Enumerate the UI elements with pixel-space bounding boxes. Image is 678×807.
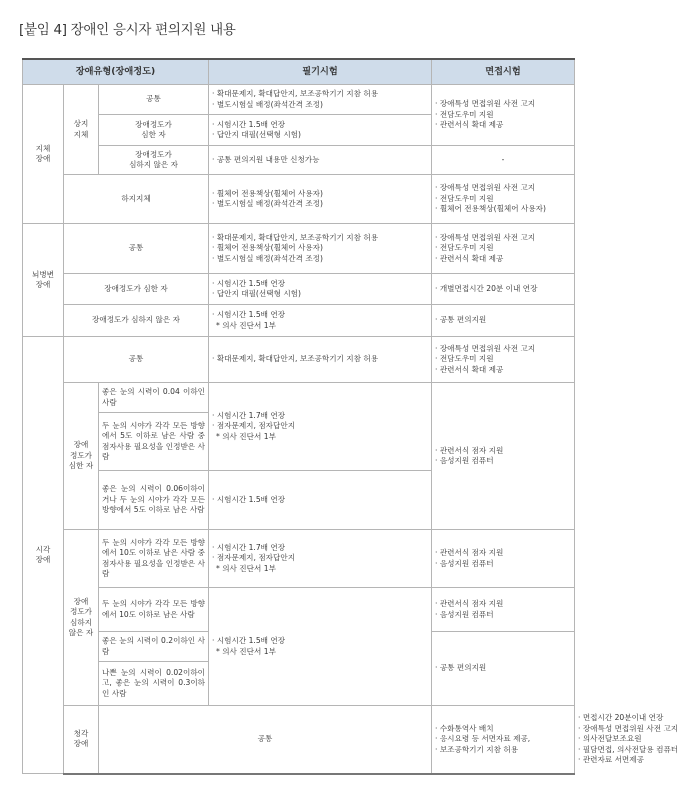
limb-mild-written	[209, 146, 432, 175]
text-line: · 공통 편의지원	[435, 663, 487, 673]
text-line: · 공통 편의지원 내용만 신청가능	[212, 154, 320, 164]
vision-severe-interview	[432, 383, 575, 530]
lower-limb-label: 하지지체	[64, 175, 209, 224]
vision-mild-interview-2	[432, 588, 575, 632]
limb-mild-interview: -	[432, 146, 575, 175]
limb-common-label: 공통	[99, 85, 209, 115]
support-table	[22, 58, 678, 775]
brain-mild-written	[209, 305, 432, 337]
brain-mild-interview	[432, 305, 575, 337]
lower-limb-interview	[432, 175, 575, 224]
text-line: · 전담도우미 지원	[435, 354, 494, 364]
vision-mild-criterion-3: 좋은 눈의 시력이 0.2이하인 사람	[99, 632, 209, 662]
table-row	[23, 530, 575, 588]
brain-common-interview	[432, 224, 575, 274]
table-row	[23, 85, 575, 115]
table-row	[23, 146, 575, 175]
table-row	[23, 274, 575, 305]
text-line: · 시험시간 1.5배 연장	[212, 636, 286, 645]
category-limb: 지체 장애	[23, 85, 64, 224]
limb-mild-label: 장애정도가 심하지 않은 자	[99, 146, 209, 175]
subcategory-upper-limb: 상지 지체	[64, 85, 99, 175]
vision-mild-written-1	[209, 530, 432, 588]
text-line: · 휠체어 전용책상(휠체어 사용자)	[435, 204, 546, 214]
hearing-common-written	[432, 706, 575, 774]
limb-common-written	[209, 85, 432, 115]
text-line: · 시험시간 1.7배 연장	[212, 542, 286, 552]
category-vision: 시각 장애	[23, 337, 64, 774]
header-type: 장애유형(장애정도)	[23, 59, 209, 85]
header-interview: 면접시험	[432, 59, 575, 85]
text-line: · 공통 편의지원	[435, 315, 487, 325]
text-line: · 확대문제지, 확대답안지, 보조공학기기 지참 허용	[212, 89, 379, 98]
text-line: · 장애특성 면접위원 사전 고지	[435, 232, 536, 242]
text-line: · 전담도우미 지원	[435, 243, 494, 253]
text-line: * 의사 진단서 1부	[216, 563, 276, 573]
limb-severe-label: 장애정도가 심한 자	[99, 115, 209, 146]
vision-severe-criterion-3: 좋은 눈의 시력이 0.06이하이거나 두 눈의 시야가 각각 모든 방향에서 5도 이하로 남은 사람	[99, 471, 209, 530]
text-line: · 관련서식 확대 제공	[435, 120, 504, 130]
text-line: · 장애특성 면접위원 사전 고지	[435, 183, 536, 193]
text-line: · 휠체어 전용책상(휠체어 사용자)	[212, 243, 323, 253]
vision-common-label: 공통	[64, 337, 209, 383]
vision-mild-label: 장애 정도가 심하지 않은 자	[64, 530, 99, 706]
text-line: · 답안지 대필(선택형 시험)	[212, 130, 301, 139]
brain-common-written	[209, 224, 432, 274]
text-line: · 장애특성 면접위원 사전 고지	[435, 343, 536, 353]
category-brain: 뇌병변 장애	[23, 224, 64, 337]
text-line: * 의사 진단서 1부	[216, 320, 276, 330]
table-row	[23, 588, 575, 632]
text-line: · 점자문제지, 점자답안지	[212, 421, 296, 431]
text-line: * 의사 진단서 1부	[216, 431, 276, 441]
table-row	[23, 337, 575, 383]
limb-severe-written	[209, 115, 432, 146]
brain-mild-label: 장애정도가 심하지 않은 자	[64, 305, 209, 337]
text-line: · 음성지원 컴퓨터	[435, 558, 494, 568]
text-line: · 점자문제지, 점자답안지	[212, 553, 296, 563]
text-line: · 휠체어 전용책상(휠체어 사용자)	[212, 188, 323, 198]
document-title: [붙임 4] 장애인 응시자 편의지원 내용	[19, 22, 236, 38]
hearing-common-label: 공통	[99, 706, 432, 774]
vision-common-interview	[432, 337, 575, 383]
text-line: · 관련서식 확대 제공	[435, 364, 504, 374]
vision-severe-criterion-1: 좋은 눈의 시력이 0.04 이하인 사람	[99, 383, 209, 413]
text-line: · 답안지 대필(선택형 시험)	[212, 289, 301, 298]
text-line: · 보조공학기기 지참 허용	[435, 744, 519, 754]
text-line: · 개별면접시간 20분 이내 연장	[435, 283, 538, 293]
header-written: 필기시험	[209, 59, 432, 85]
text-line: · 관련서식 확대 제공	[435, 253, 504, 263]
text-line: · 전담도우미 지원	[435, 109, 494, 119]
text-line: · 시험시간 1.7배 연장	[212, 410, 286, 420]
vision-mild-interview-3	[432, 632, 575, 706]
vision-mild-written-2	[209, 588, 432, 706]
text-line: · 시험시간 1.5배 연장	[212, 278, 286, 288]
vision-mild-criterion-4: 나쁜 눈의 시력이 0.02이하이고, 좋은 눈의 시력이 0.3이하인 사람	[99, 662, 209, 706]
text-line: · 응시요령 등 서면자료 제공,	[435, 734, 531, 743]
lower-limb-written	[209, 175, 432, 224]
category-hearing: 청각 장애	[64, 706, 99, 774]
table-row	[23, 305, 575, 337]
text-line: · 시험시간 1.5배 연장	[212, 494, 286, 504]
vision-severe-written-1	[209, 383, 432, 471]
vision-severe-criterion-2: 두 눈의 시야가 각각 모든 방향에서 5도 이하로 남은 사람 중 점자사용 필요성을 인정받은 사람	[99, 413, 209, 471]
text-line: · 전담도우미 지원	[435, 193, 494, 203]
text-line: * 의사 진단서 1부	[216, 646, 276, 656]
vision-mild-interview-1	[432, 530, 575, 588]
text-line: · 음성지원 컴퓨터	[435, 456, 494, 465]
text-line: · 별도시험실 배정(좌석간격 조정)	[212, 99, 323, 109]
text-line: · 장애특성 면접위원 사전 고지	[435, 99, 536, 109]
text-line: · 관련서식 점자 지원	[435, 445, 504, 455]
text-line: · 음성지원 컴퓨터	[435, 609, 494, 619]
text-line: · 수화통역사 배치	[435, 723, 494, 733]
table-row	[23, 383, 575, 413]
table-header-row	[23, 59, 575, 85]
limb-common-interview	[432, 85, 575, 146]
text-line: · 시험시간 1.5배 연장	[212, 310, 286, 319]
vision-mild-criterion-1: 두 눈의 시야가 각각 모든 방향에서 10도 이하로 남은 사람 중 점자사용 필요성을 인정받은 사람	[99, 530, 209, 588]
brain-severe-label: 장애정도가 심한 자	[64, 274, 209, 305]
text-line: · 별도시험실 배정(좌석간격 조정)	[212, 199, 323, 208]
table-row	[23, 224, 575, 274]
vision-mild-criterion-2: 두 눈의 시야가 각각 모든 방향에서 10도 이하로 남은 사람	[99, 588, 209, 632]
text-line: · 확대문제지, 확대답안지, 보조공학기기 지참 허용	[212, 232, 379, 242]
brain-common-label: 공통	[64, 224, 209, 274]
text-line: · 관련서식 점자 지원	[435, 548, 504, 557]
table-row: 청각 장애 공통 · 수화통역사 배치 · 응시요령 등 서면자료 제공, · 보조공학기기 지참 허용 · 면접시간 20분이내 연장 · 장애특성 면접위원 사전 고지 · 의사전달보조요원 · 필담면접, 의사전달용 컴퓨터 · 관련자료 서면제공	[23, 706, 575, 774]
brain-severe-written	[209, 274, 432, 305]
text-line: · 확대문제지, 확대답안지, 보조공학기기 지참 허용	[212, 354, 379, 364]
text-line: · 시험시간 1.5배 연장	[212, 119, 286, 129]
vision-common-written	[209, 337, 432, 383]
vision-severe-written-2	[209, 471, 432, 530]
vision-severe-label: 장애 정도가 심한 자	[64, 383, 99, 530]
table-row	[23, 175, 575, 224]
text-line: · 별도시험실 배정(좌석간격 조정)	[212, 253, 323, 263]
text-line: · 관련서식 점자 지원	[435, 599, 504, 608]
brain-severe-interview	[432, 274, 575, 305]
